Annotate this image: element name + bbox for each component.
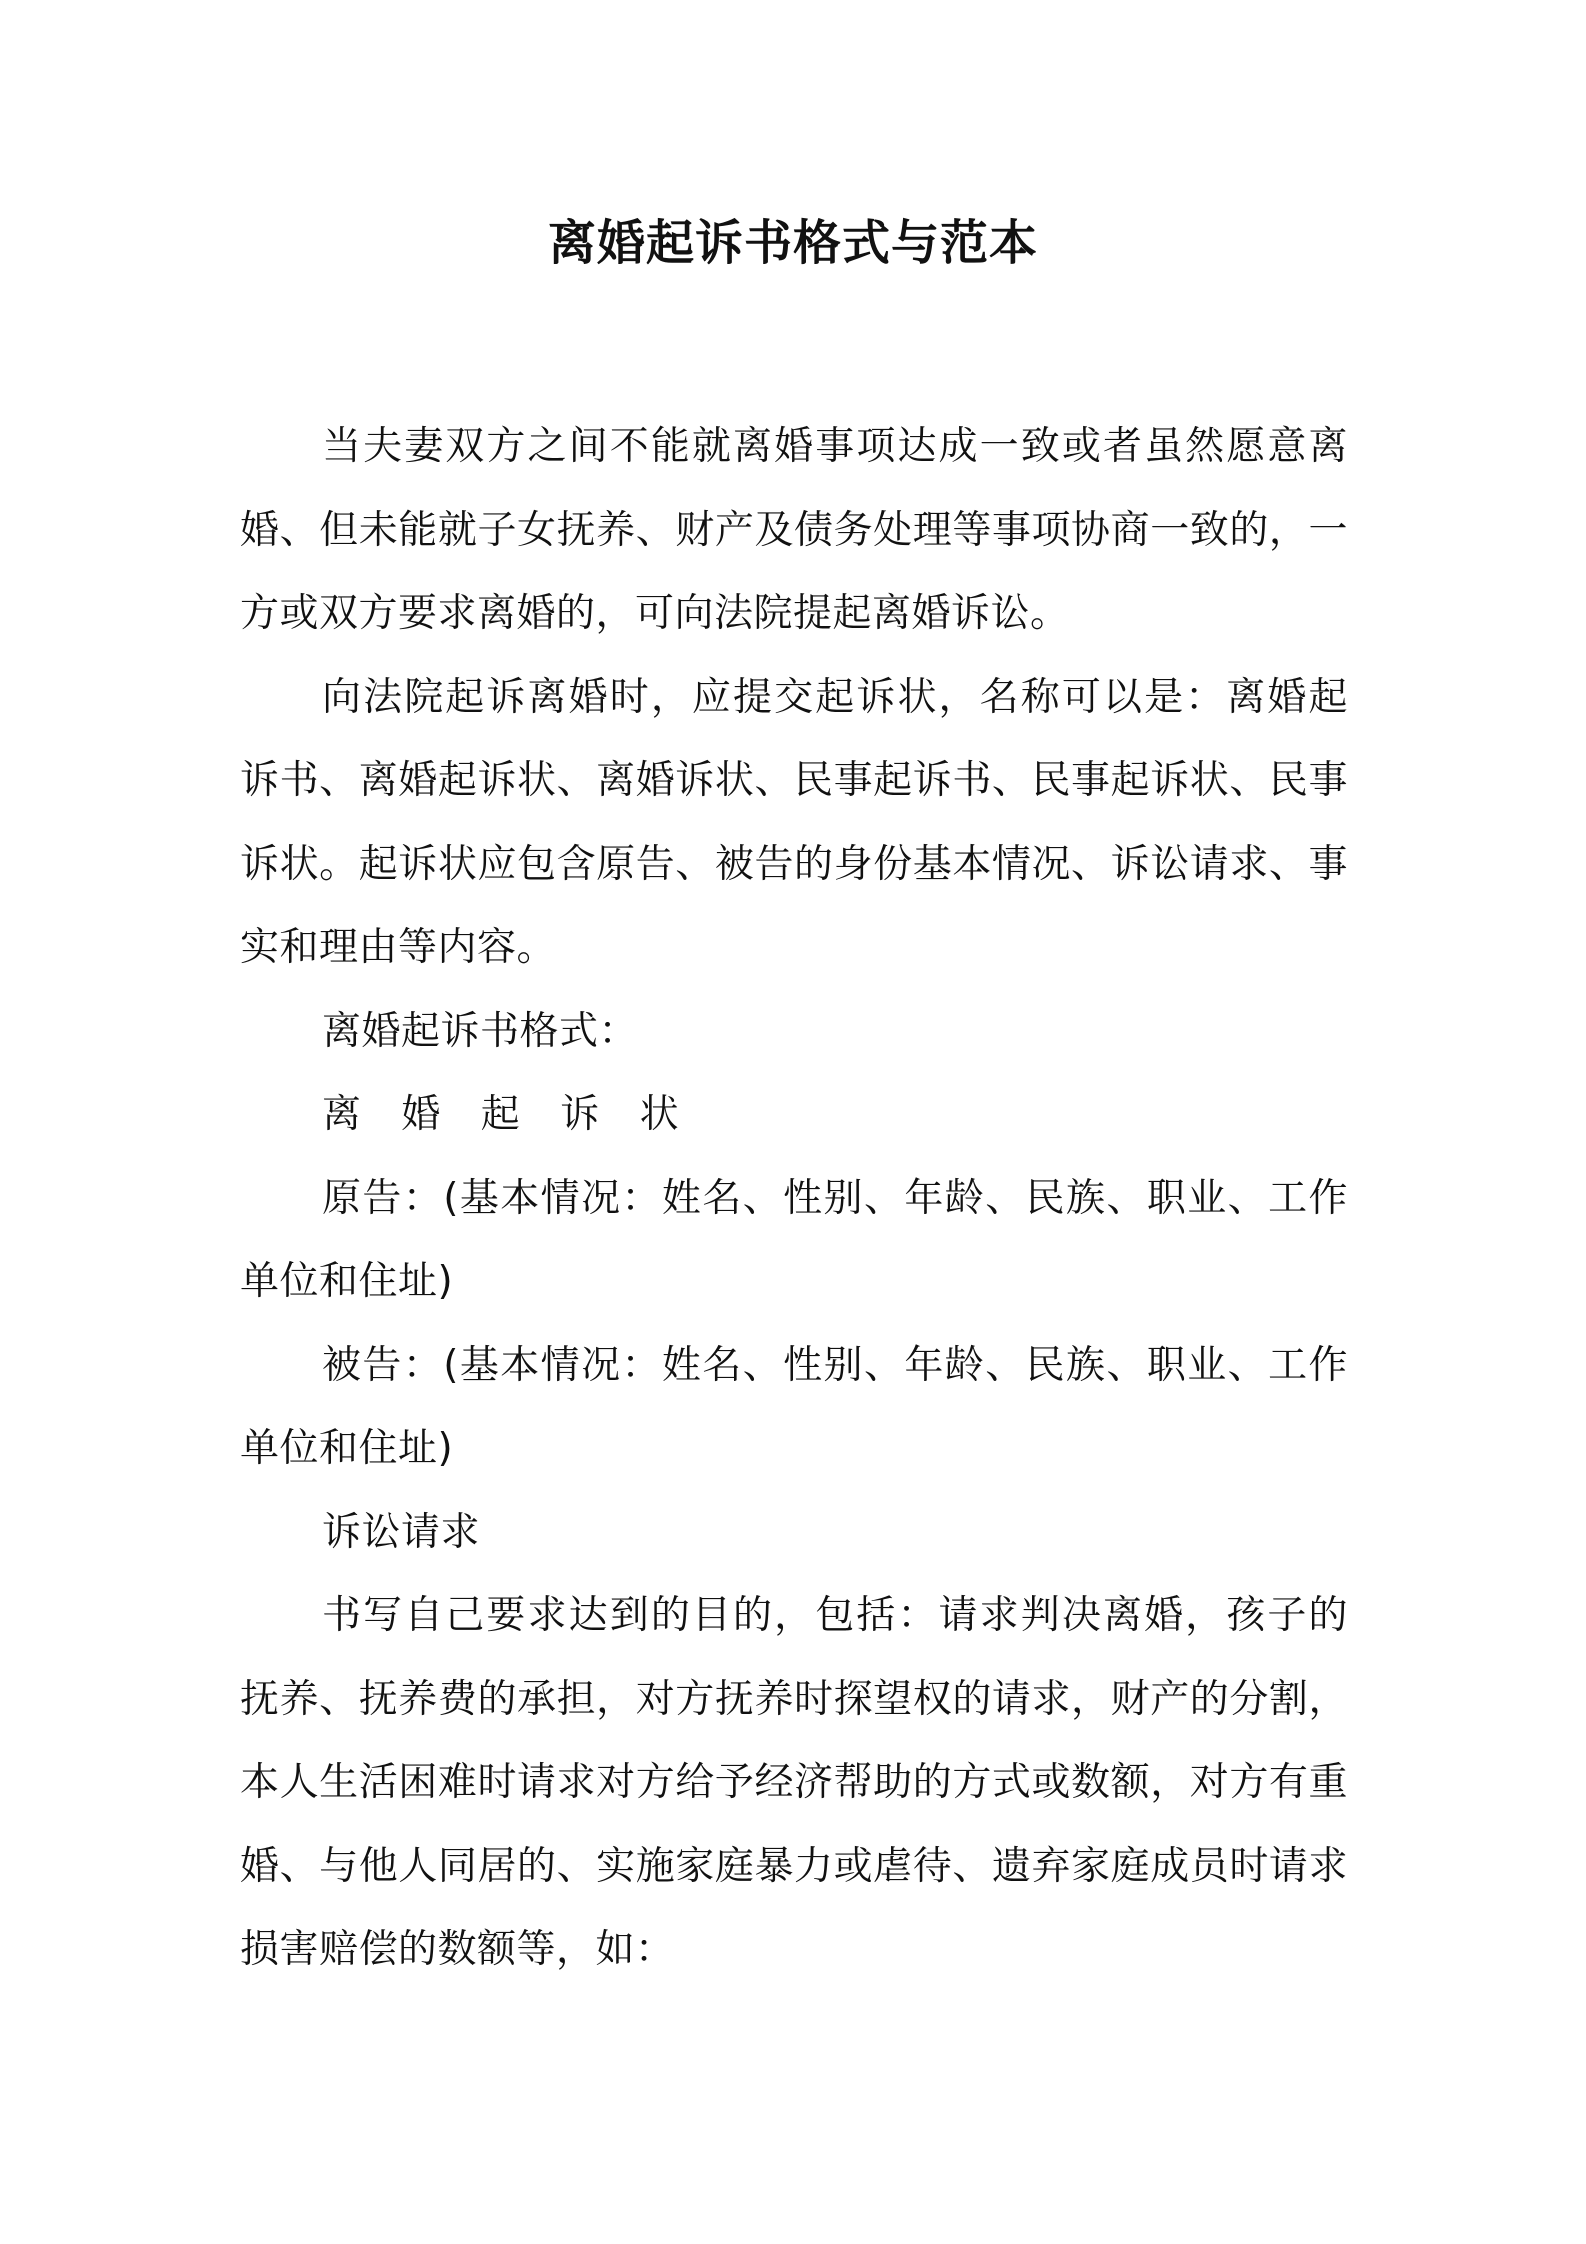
claims-paragraph: 书写自己要求达到的目的，包括：请求判决离婚，孩子的抚养、抚养费的承担，对方抚养时探望权的请求，财产的分割，本人生活困难时请求对方给予经济帮助的方式或数额，对方有重婚、与他人同居的、实施家庭暴力或虐待、遗弃家庭成员时请求损害赔偿的数额等，如： [240, 1593, 1348, 1972]
claims-heading: 诉讼请求 [322, 1509, 481, 1555]
filing-paragraph: 向法院起诉离婚时，应提交起诉状，名称可以是：离婚起诉书、离婚起诉状、离婚诉状、民事起诉书、民事起诉状、民事诉状。起诉状应包含原告、被告的身份基本情况、诉讼请求、事实和理由等内容。 [240, 674, 1348, 970]
document-title: 离婚起诉书格式与范本 [547, 215, 1038, 271]
intro-paragraph: 当夫妻双方之间不能就离婚事项达成一致或者虽然愿意离婚、但未能就子女抚养、财产及债务处理等事项协商一致的，一方或双方要求离婚的，可向法院提起离婚诉讼。 [240, 424, 1348, 636]
document-body [240, 405, 1348, 1992]
complaint-title: 离 婚 起 诉 状 [322, 1092, 693, 1137]
plaintiff-line: 原告：(基本情况：姓名、性别、年龄、民族、职业、工作单位和住址) [240, 1175, 1348, 1304]
format-heading: 离婚起诉书格式： [322, 1008, 639, 1054]
defendant-line: 被告：(基本情况：姓名、性别、年龄、民族、职业、工作单位和住址) [240, 1342, 1348, 1471]
